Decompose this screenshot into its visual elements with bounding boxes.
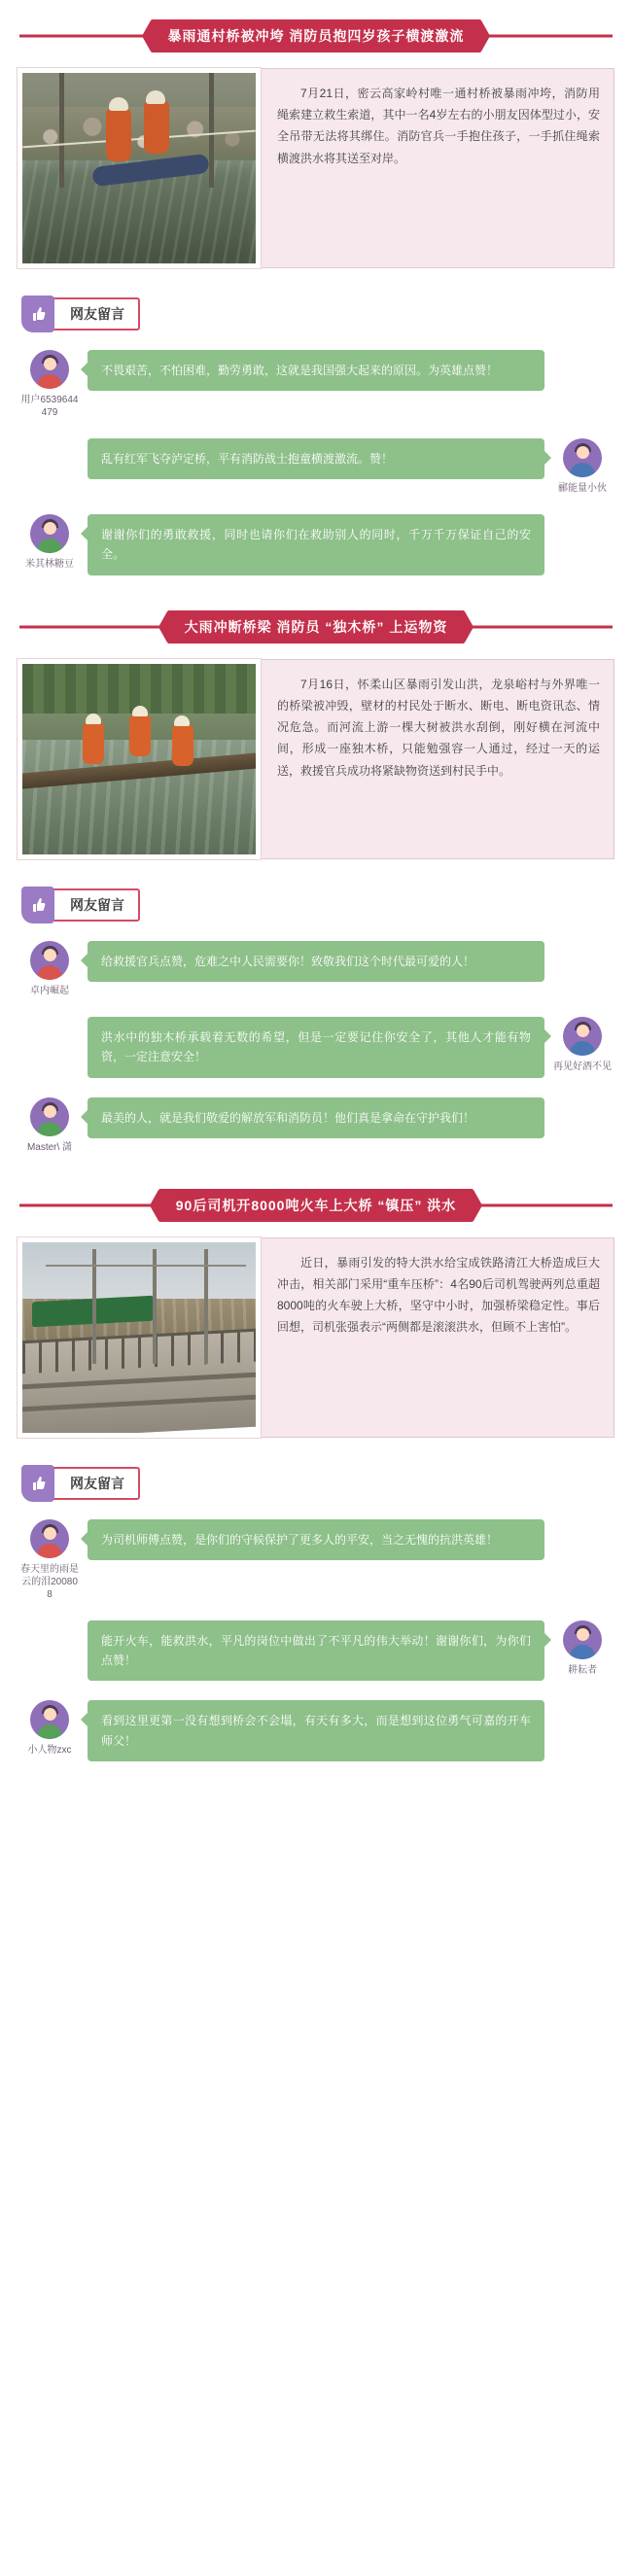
photo-scene-3 (22, 1242, 256, 1433)
comment-item (19, 1519, 613, 1601)
tree-trunk-bridge-photo (18, 659, 261, 859)
comment-author: 卓内崛起 (30, 985, 69, 996)
comment-text: 最美的人，就是我们敬爱的解放军和消防员！他们真是拿命在守护我们！ (88, 1097, 544, 1138)
story-section-1 (0, 0, 632, 605)
comment-text: 看到这里更第一没有想到桥会不会塌，有天有多大，而是想到这位勇气可嘉的开车师父！ (88, 1700, 544, 1761)
rescue-over-river-photo (18, 68, 261, 268)
comments-header-3 (21, 1463, 632, 1504)
article-text-2 (261, 659, 614, 859)
avatar (563, 438, 602, 477)
section-header-2 (0, 605, 632, 649)
article-body-3: 近日，暴雨引发的特大洪水给宝成铁路清江大桥造成巨大冲击，相关部门采用“重车压桥”：4名90后司机驾驶两列总重超8000吨的火车驶上大桥，坚守中小时，加强桥梁稳定性。事后回想，司机张强表示“两侧都是滚滚洪水，但顾不上害怕”。 (277, 1255, 600, 1335)
comment-author: 再见好酒不见 (553, 1061, 612, 1072)
comment-author: 春天里的雨是云的泪200808 (20, 1563, 79, 1600)
comments-header-2 (21, 885, 632, 925)
avatar (30, 514, 69, 553)
avatar (30, 941, 69, 980)
comment-item (19, 1700, 613, 1761)
thumbs-up-icon (21, 296, 54, 332)
avatar (563, 1017, 602, 1056)
section-header-3 (0, 1183, 632, 1228)
article-text-1 (261, 68, 614, 268)
comment-item (19, 350, 613, 419)
story-section-2 (0, 605, 632, 1183)
section-header-1 (0, 14, 632, 58)
comment-text: 为司机师傅点赞，是你们的守候保护了更多人的平安，当之无愧的抗洪英雄！ (88, 1519, 544, 1560)
comment-item (19, 1097, 613, 1154)
comment-text: 能开火车，能救洪水，平凡的岗位中做出了不平凡的伟大举动！谢谢你们，为你们点赞！ (88, 1620, 544, 1682)
section-title-1: 暴雨通村桥被冲垮 消防员抱四岁孩子横渡激流 (151, 19, 482, 52)
section-title-2: 大雨冲断桥梁 消防员 “独木桥” 上运物资 (167, 610, 466, 644)
comments-label-1: 网友留言 (51, 297, 140, 331)
article-body-1: 7月21日，密云高家岭村唯一通村桥被暴雨冲垮，消防用绳索建立救生索道，其中一名4岁左右的小朋友因体型过小，安全吊带无法将其绑住。消防官兵一手抱住孩子，一手抓住绳索横渡洪水将其送至对岸。 (277, 87, 600, 165)
story-section-3 (0, 1183, 632, 1792)
avatar (30, 350, 69, 389)
comment-author: 用户6539644479 (20, 395, 79, 418)
comments-label-3: 网友留言 (51, 1467, 140, 1500)
photo-scene-2 (22, 664, 256, 854)
thumbs-up-icon (21, 1465, 54, 1502)
article-text-3 (261, 1237, 614, 1438)
comment-item (19, 941, 613, 997)
comment-author: 耕耘者 (568, 1664, 597, 1676)
avatar (30, 1700, 69, 1739)
comment-author: 郦能量小伙 (558, 483, 607, 494)
comment-author: 小人物zxc (27, 1745, 72, 1757)
comment-item (19, 1620, 613, 1682)
photo-scene-1 (22, 73, 256, 263)
article-2 (18, 659, 614, 859)
comments-label-2: 网友留言 (51, 888, 140, 922)
comment-text: 谢谢你们的勇敢救援，同时也请你们在救助别人的同时，千万千万保证自己的安全。 (88, 514, 544, 575)
article-1 (18, 68, 614, 268)
comment-text: 给救援官兵点赞，危难之中人民需要你！致敬我们这个时代最可爱的人！ (88, 941, 544, 982)
railway-bridge-train-photo (18, 1237, 261, 1438)
article-3 (18, 1237, 614, 1438)
comment-text: 洪水中的独木桥承载着无数的希望，但是一定要记住你安全了，其他人才能有物资，一定注意安全！ (88, 1017, 544, 1078)
comment-author: Master\ 潇 (26, 1141, 73, 1153)
comment-author: 米其林糖豆 (25, 559, 74, 570)
thumbs-up-icon (21, 887, 54, 923)
comment-text: 乱有红军飞夺泸定桥，平有消防战士抱童横渡激流。赞！ (88, 438, 544, 479)
article-body-2: 7月16日，怀柔山区暴雨引发山洪，龙泉峪村与外界唯一的桥梁被冲毁，壁材的村民处于断水、断电、断电资讯态、情况危急。而河流上游一棵大树被洪水刮倒，刚好横在河流中间，形成一座独木桥，只能勉强容一人通过，经过一天的运送，救援官兵成功将紧缺物资送到村民手中。 (277, 677, 600, 778)
comment-item (19, 438, 613, 495)
comment-item (19, 514, 613, 575)
comments-header-1 (21, 294, 632, 334)
section-title-3: 90后司机开8000吨火车上大桥 “镇压” 洪水 (158, 1189, 474, 1222)
avatar (563, 1620, 602, 1659)
comment-item (19, 1017, 613, 1078)
comment-text: 不畏艰苦，不怕困难，勤劳勇敢，这就是我国强大起来的原因。为英雄点赞！ (88, 350, 544, 391)
avatar (30, 1519, 69, 1558)
avatar (30, 1097, 69, 1136)
